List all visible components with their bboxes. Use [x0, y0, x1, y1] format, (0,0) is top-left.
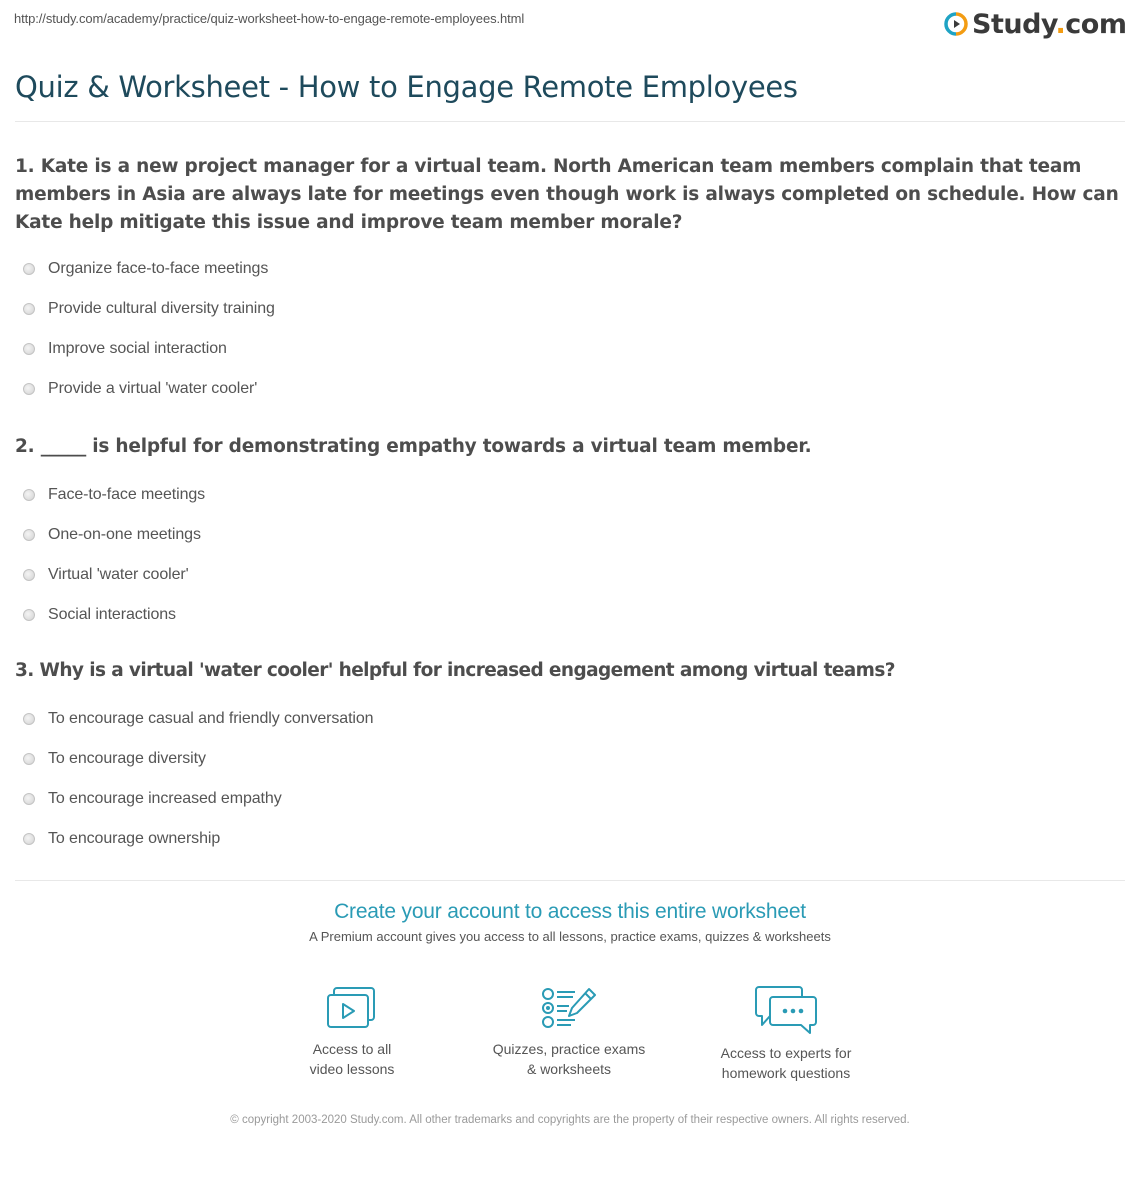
signup-cta	[0, 900, 1140, 944]
section-divider	[15, 880, 1125, 881]
question-3	[15, 657, 1120, 859]
answer-option[interactable]	[15, 779, 1120, 819]
answer-label: Provide a virtual 'water cooler'	[48, 380, 258, 397]
answer-label: Social interactions	[48, 606, 176, 623]
answer-label: One-on-one meetings	[48, 526, 201, 543]
logo-text: Study.com	[972, 8, 1127, 40]
answer-option[interactable]	[15, 515, 1120, 555]
answer-option[interactable]	[15, 289, 1120, 329]
answer-label: Improve social interaction	[48, 340, 227, 357]
feature-label: Access to experts for homework questions	[720, 1045, 852, 1081]
feature-quizzes	[469, 985, 669, 1079]
cta-subtitle: A Premium account gives you access to all lessons, practice exams, quizzes & worksheets	[309, 929, 831, 944]
feature-label: Quizzes, practice exams & worksheets	[492, 1041, 646, 1077]
header-divider	[15, 121, 1125, 122]
question-text: 3. Why is a virtual 'water cooler' helpful for increased engagement among virtual teams?	[15, 660, 895, 681]
answer-option[interactable]	[15, 555, 1120, 595]
answer-option[interactable]	[15, 699, 1120, 739]
question-text: 2. _____ is helpful for demonstrating empathy towards a virtual team member.	[15, 436, 812, 457]
radio-button[interactable]	[23, 713, 35, 725]
play-circle-logo-icon	[944, 12, 968, 36]
answer-label: Virtual 'water cooler'	[48, 566, 189, 583]
radio-button[interactable]	[23, 753, 35, 765]
question-text: 1. Kate is a new project manager for a virtual team. North American team members complain that team members in Asia are always late for meetings even though work is always completed on schedule. How can Kate help mitigate this issue and improve team member morale?	[15, 156, 1119, 233]
radio-button[interactable]	[23, 383, 35, 395]
video-lessons-icon	[325, 985, 379, 1031]
radio-button[interactable]	[23, 609, 35, 621]
question-1	[15, 153, 1120, 409]
answer-label: Face-to-face meetings	[48, 486, 206, 503]
radio-button[interactable]	[23, 343, 35, 355]
answer-option[interactable]	[15, 739, 1120, 779]
radio-button[interactable]	[23, 529, 35, 541]
page-url: http://study.com/academy/practice/quiz-worksheet-how-to-engage-remote-employees.html	[14, 11, 525, 26]
feature-label: Access to all video lessons	[309, 1041, 395, 1077]
answer-label: To encourage casual and friendly conversation	[48, 710, 374, 727]
radio-button[interactable]	[23, 793, 35, 805]
answer-option[interactable]	[15, 475, 1120, 515]
radio-button[interactable]	[23, 263, 35, 275]
answer-option[interactable]	[15, 819, 1120, 859]
radio-button[interactable]	[23, 569, 35, 581]
chat-bubbles-icon	[754, 985, 818, 1035]
answer-option[interactable]	[15, 369, 1120, 409]
answer-label: To encourage ownership	[48, 830, 221, 847]
quiz-checklist-icon	[541, 985, 597, 1031]
page-title: Quiz & Worksheet - How to Engage Remote Employees	[15, 70, 798, 104]
study-logo[interactable]	[944, 8, 1127, 40]
question-2	[15, 433, 1120, 635]
create-account-link[interactable]: Create your account to access this entire worksheet	[334, 900, 806, 923]
answer-label: To encourage increased empathy	[48, 790, 282, 807]
copyright-footer: © copyright 2003-2020 Study.com. All other trademarks and copyrights are the property of their respective owners. All rights reserved.	[230, 1114, 910, 1126]
answer-option[interactable]	[15, 595, 1120, 635]
answer-option[interactable]	[15, 329, 1120, 369]
feature-experts	[686, 985, 886, 1083]
answer-option[interactable]	[15, 249, 1120, 289]
radio-button[interactable]	[23, 833, 35, 845]
answer-label: Organize face-to-face meetings	[48, 260, 269, 277]
answer-label: To encourage diversity	[48, 750, 206, 767]
feature-video-lessons	[252, 985, 452, 1079]
answer-label: Provide cultural diversity training	[48, 300, 275, 317]
radio-button[interactable]	[23, 303, 35, 315]
radio-button[interactable]	[23, 489, 35, 501]
